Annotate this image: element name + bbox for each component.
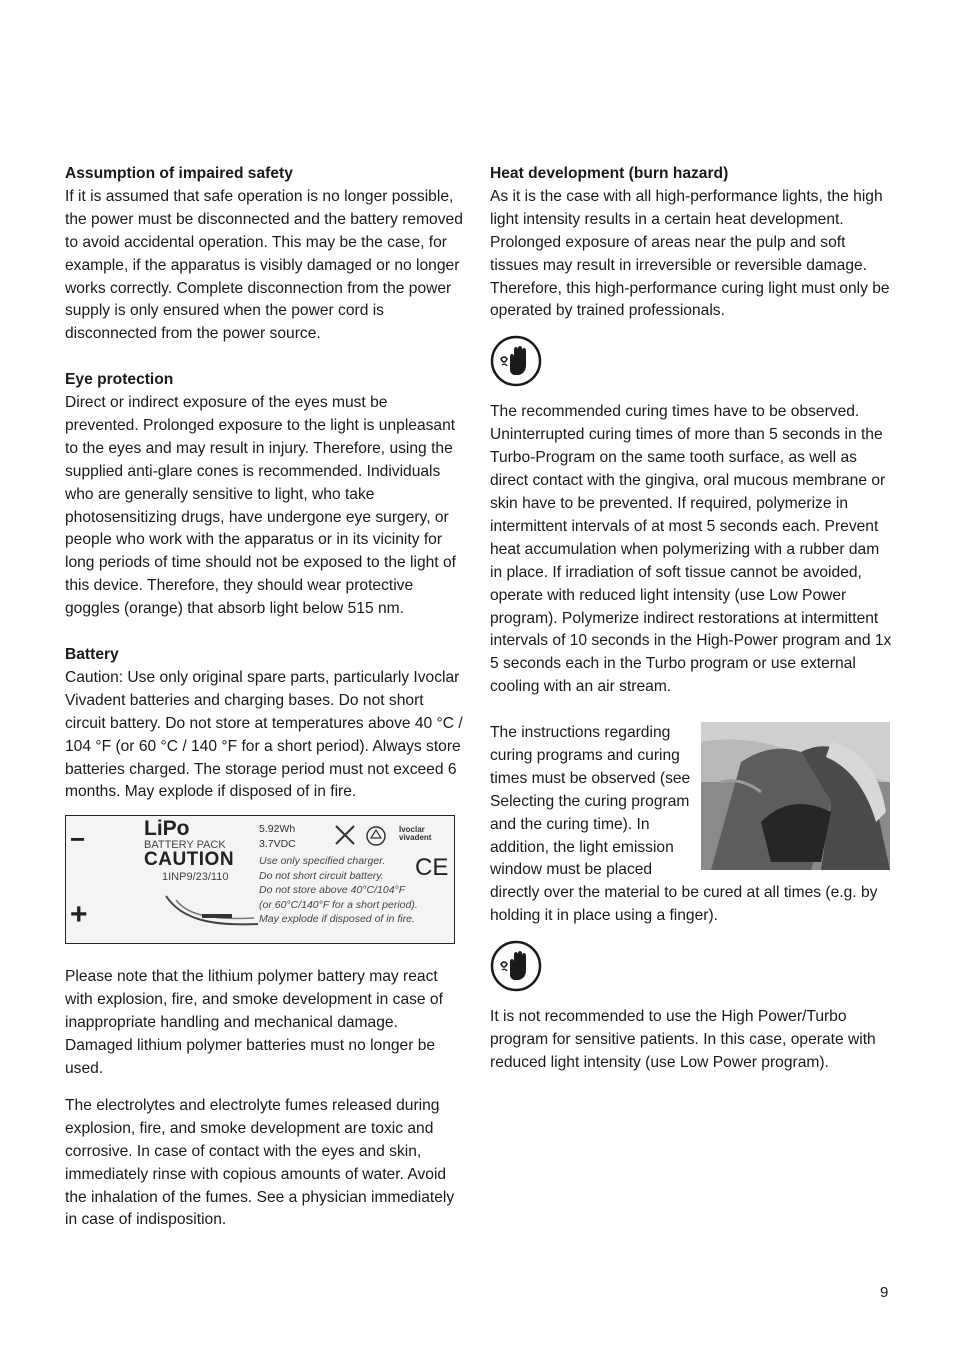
battery-label-image (65, 815, 455, 944)
battery-brand-line1: Ivoclar (399, 825, 425, 835)
impaired-safety-section (65, 163, 465, 346)
battery-specs (259, 822, 296, 852)
battery-spec-wh: 5.92Wh (259, 823, 296, 836)
battery-caution-text: CAUTION (144, 849, 235, 871)
battery-warning-4: (or 60°C/140°F for a short period). (259, 898, 418, 911)
battery-heading: Battery (65, 646, 119, 663)
impaired-safety-heading: Assumption of impaired safety (65, 165, 293, 182)
impaired-safety-text: If it is assumed that safe operation is no longer possible, the power must be disconnected and the battery removed to avoid accidental operation. This may be the case, for example, if the apparatus is visibly damaged or no longer works correctly. Complete disconnection from the power supply is only ensured when the power cord is disconnected from the power source. (65, 187, 463, 343)
heat-text: As it is the case with all high-performance lights, the high light intensity results in a certain heat development. Prolonged exposure of areas near the pulp and soft tissues may result in irreversible or reversible damage. Therefore, this high-performance curing light must only be operated by trained professionals. (490, 187, 890, 320)
sensitive-patients-text: It is not recommended to use the High Power/Turbo program for sensitive patients. In this case, operate with reduced light intensity (use Low Power program). (490, 1008, 876, 1071)
battery-text: Caution: Use only original spare parts, particularly Ivoclar Vivadent batteries and charging bases. Do not short circuit battery. Do not store at temperatures above 40 °C / 104 °F (or 60 °C / 140 °F for a short period). Always store batteries charged. The storage period must not exceed 6 months. May explode if disposed of in fire. (65, 668, 463, 801)
curing-times-text: The recommended curing times have to be observed. Uninterrupted curing times of more than 5 seconds in the Turbo-Program on the same tooth surface, as well as direct contact with the gingiva, oral mucous membrane or skin have to be prevented. If required, polymerize in intermittent intervals of at most 5 seconds each. Prevent heat accumulation when polymerizing with a rubber dam in place. If irradiation of soft tissue cannot be avoided, operate with reduced light intensity (use Low Power program). Polymerize indirect restorations at intermittent intervals of 10 seconds in the High-Power program and 1x 5 seconds each in the Turbo program or use external cooling with an air stream. (490, 403, 892, 696)
eye-protection-heading: Eye protection (65, 371, 174, 389)
battery-spec-vdc: 3.7VDC (259, 838, 296, 851)
battery-warning-5: May explode if disposed of in fire. (259, 913, 415, 926)
instructions-block (490, 722, 892, 928)
battery-warning-3: Do not store above 40°C/104°F (259, 884, 406, 897)
ce-mark: CE (415, 854, 449, 882)
eye-protection-section (65, 369, 465, 621)
left-column (65, 163, 465, 1232)
battery-warning-2: Do not short circuit battery. (259, 869, 384, 882)
eye-protection-text: Direct or indirect exposure of the eyes must be prevented. Prolonged exposure to the light is unpleasant to the eyes and may result in injury. Therefore, using the supplied anti-glare cones is recommended. Individuals who are generally sensitive to light, who take photosensitizing drugs, have undergone eye surgery, or people who work with the apparatus or in its vicinity for long periods of time should not be exposed to the light of this device. Therefore, they should wear protective goggles (orange) that absorb light below 515 nm. (65, 394, 456, 618)
battery-brand (399, 826, 431, 842)
battery-pouch-icon (162, 890, 262, 930)
battery-warnings (259, 854, 418, 927)
battery-section (65, 644, 465, 804)
heat-heading: Heat development (burn hazard) (490, 165, 729, 182)
battery-plus-symbol: + (70, 898, 88, 932)
heat-section (490, 163, 892, 323)
page-number: 9 (880, 1284, 889, 1301)
disposal-recycle-icon (334, 824, 390, 848)
curing-light-photo (701, 722, 890, 870)
battery-brand-line2: vivadent (399, 833, 432, 843)
electrolytes-note: The electrolytes and electrolyte fumes released during explosion, fire, and smoke development are toxic and corrosive. In case of contact with the eyes and skin, immediately rinse with copious amounts of water. Avoid the inhalation of the fumes. See a physician immediately in case of indisposition. (65, 1096, 455, 1229)
instructions-text: The instructions regarding curing programs and curing times must be observed (see Selecting the curing program and the curing time). In addition, the light emission window must be placed directly over the material to be cured at all times (e.g. by holding it in place using a finger). (490, 724, 878, 925)
battery-minus-symbol: − (70, 824, 86, 855)
lithium-note: Please note that the lithium polymer battery may react with explosion, fire, and smoke development in case of inappropriate handling and mechanical damage. Damaged lithium polymer batteries must no longer be used. (65, 968, 443, 1077)
battery-warning-1: Use only specified charger. (259, 855, 386, 868)
stop-hand-warning-icon-2 (490, 940, 542, 992)
right-column (490, 163, 892, 1075)
stop-hand-warning-icon (490, 335, 542, 387)
battery-code-text: 1INP9/23/110 (162, 871, 229, 884)
battery-pack-text: BATTERY PACK (144, 839, 226, 852)
battery-lipo-text: LiPo (144, 817, 190, 841)
